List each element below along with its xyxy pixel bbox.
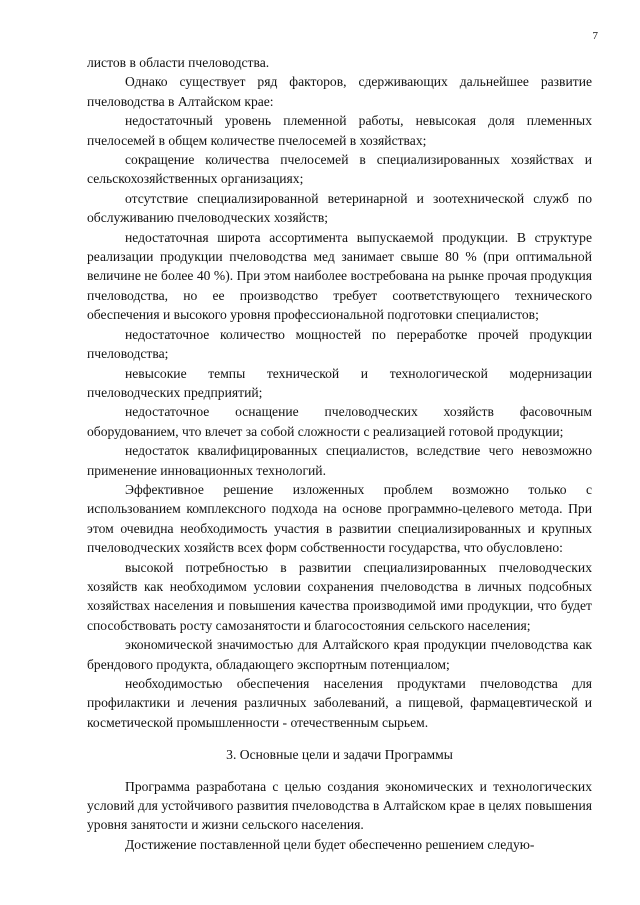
list-item: недостаточное количество мощностей по переработке прочей продукции пчеловодства; [87,326,592,362]
list-item: недостаточная широта ассортимента выпускаемой продукции. В структуре реализации продукции пчеловодства мед занимает свыше 80 % (при оптимальной величине не более 40 %). При этом наиболее востребована на рынке прочая продукция пчеловодства, но ее производство требует соответствующего технического обеспечения и высокого уровня профессиональной подготовки специалистов; [87,229,592,323]
page-number: 7 [592,30,598,42]
paragraph: Эффективное решение изложенных проблем возможно только с использованием комплексного подхода на основе программно-целевого метода. При этом очевидна необходимость участия в развитии специализированных и крупных пчеловодческих хозяйств всех форм собственности государства, что обусловлено: [87,481,592,556]
list-item: недостаточное оснащение пчеловодческих хозяйств фасовочным оборудованием, что влечет за собой сложности с реализацией готовой продукции; [87,404,592,439]
list-item: сокращение количества пчелосемей в специализированных хозяйствах и сельскохозяйственных организациях; [87,152,592,187]
document-body [87,53,592,854]
paragraph: Достижение поставленной цели будет обеспеченно решением следую- [125,836,535,852]
list-item: недостаток квалифицированных специалистов, вследствие чего невозможно применение инновационных технологий. [87,443,592,478]
section-heading: 3. Основные цели и задачи Программы [226,747,453,763]
paragraph: Программа разработана с целью создания экономических и технологических условий для устойчивого развития пчеловодства в Алтайском крае в целях повышения уровня занятости и жизни сельского населения. [87,778,592,833]
list-item: высокой потребностью в развитии специализированных пчеловодческих хозяйств как необходимом условии сохранения пчеловодства в личных подсобных хозяйствах населения и повышения качества производимой ими продукции, что будет способствовать росту самозанятости и благосостояния сельского населения; [87,559,592,633]
paragraph: листов в области пчеловодства. [87,55,270,70]
list-item: невысокие темпы технической и технологической модернизации пчеловодческих предприятий; [87,365,592,400]
list-item: отсутствие специализированной ветеринарной и зоотехнической служб по обслуживанию пчеловодческих хозяйств; [87,190,592,226]
list-item: недостаточный уровень племенной работы, невысокая доля племенных пчелосемей в общем количестве пчелосемей в хозяйствах; [87,113,592,148]
list-item: экономической значимостью для Алтайского края продукции пчеловодства как брендового продукта, обладающего экспортным потенциалом; [87,637,592,672]
list-item: необходимостью обеспечения населения продуктами пчеловодства для профилактики и лечения различных заболеваний, а пищевой, фармацевтической и косметической промышленности - отечественным сырьем. [87,676,592,730]
paragraph: Однако существует ряд факторов, сдерживающих дальнейшее развитие пчеловодства в Алтайском крае: [87,74,592,109]
